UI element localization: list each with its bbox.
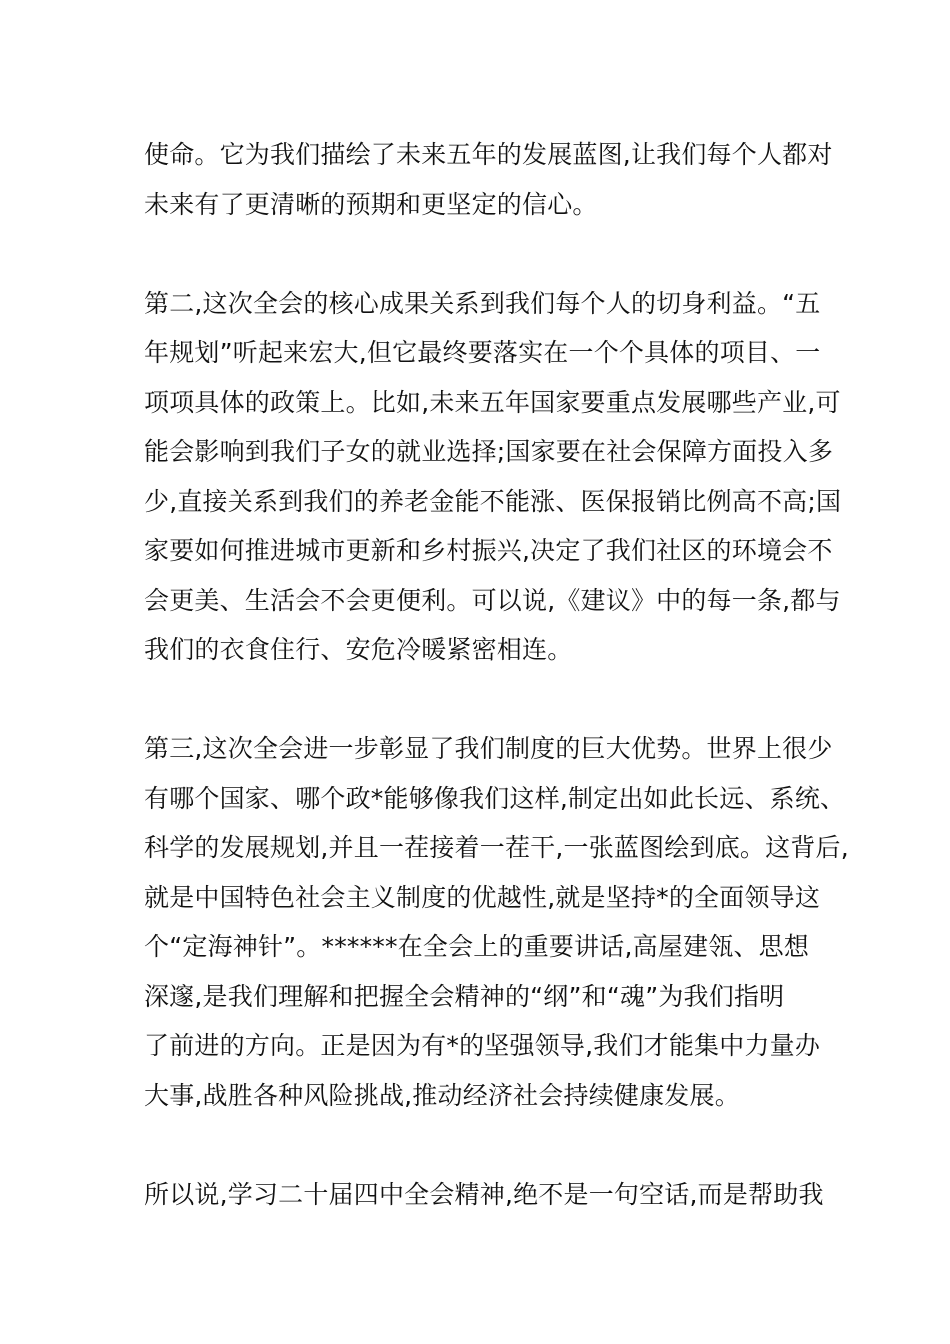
text-line: 个“定海神针”。******在全会上的重要讲话,高屋建瓴、思想 (144, 932, 810, 961)
text-line: 会更美、生活会不会更便利。可以说,《建议》中的每一条,都与 (144, 585, 841, 615)
text-line: 科学的发展规划,并且一茬接着一茬干,一张蓝图绘到底。这背后, (144, 833, 849, 862)
text-line: 第二,这次全会的核心成果关系到我们每个人的切身利益。“五 (144, 288, 821, 318)
paragraph-2 (144, 279, 842, 675)
text-line: 所以说,学习二十届四中全会精神,绝不是一句空话,而是帮助我 (144, 1179, 824, 1209)
text-line: 就是中国特色社会主义制度的优越性,就是坚持*的全面领导这 (144, 882, 821, 912)
paragraph-3 (144, 724, 849, 1120)
text-line: 家要如何推进城市更新和乡村振兴,决定了我们社区的环境会不 (144, 536, 833, 565)
text-line: 年规划”听起来宏大,但它最终要落实在一个个具体的项目、一 (144, 338, 821, 367)
document-body (144, 130, 849, 1219)
text-line: 大事,战胜各种风险挑战,推动经济社会持续健康发展。 (144, 1080, 740, 1110)
text-line: 少,直接关系到我们的养老金能不能涨、医保报销比例高不高;国 (144, 486, 842, 516)
paragraph-4 (144, 1170, 824, 1220)
paragraph-1 (144, 130, 833, 229)
text-line: 使命。它为我们描绘了未来五年的发展蓝图,让我们每个人都对 (144, 140, 833, 169)
text-line: 项项具体的政策上。比如,未来五年国家要重点发展哪些产业,可 (144, 387, 841, 417)
text-line: 深邃,是我们理解和把握全会精神的“纲”和“魂”为我们指明 (144, 981, 785, 1011)
text-line: 未来有了更清晰的预期和更坚定的信心。 (144, 189, 598, 219)
text-line: 有哪个国家、哪个政*能够像我们这样,制定出如此长远、系统、 (144, 783, 846, 813)
text-line: 了前进的方向。正是因为有*的坚强领导,我们才能集中力量办 (144, 1031, 821, 1060)
text-line: 我们的衣食住行、安危冷暖紧密相连。 (144, 635, 573, 664)
text-line: 第三,这次全会进一步彰显了我们制度的巨大优势。世界上很少 (144, 734, 833, 763)
text-line: 能会影响到我们子女的就业选择;国家要在社会保障方面投入多 (144, 437, 834, 466)
